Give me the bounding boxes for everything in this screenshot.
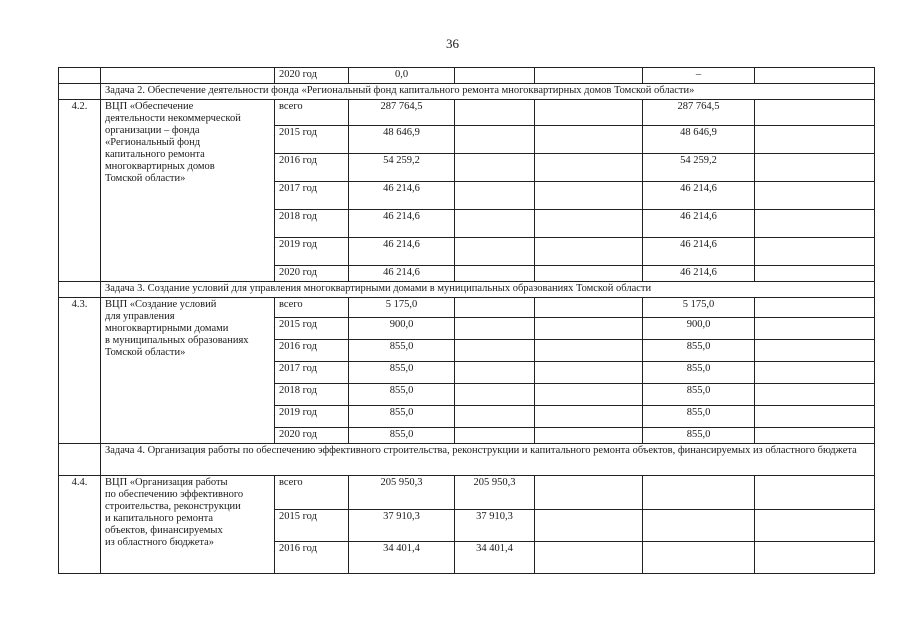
task3-title: Задача 3. Создание условий для управления многоквартирными домами в муниципальных образованиях Томской области [101, 282, 875, 298]
regional-cell: – [643, 68, 755, 84]
total-cell: 855,0 [349, 406, 455, 428]
total-cell: 0,0 [349, 68, 455, 84]
regional-cell: 48 646,9 [643, 126, 755, 154]
table-row [59, 100, 875, 126]
regional-cell: 855,0 [643, 362, 755, 384]
task4-title: Задача 4. Организация работы по обеспечению эффективного строительства, реконструкции и капитального ремонта объектов, финансируемых из областного бюджета [101, 444, 875, 476]
year-cell: всего [275, 476, 349, 510]
item-name: ВЦП «Обеспечение деятельности некоммерческой организации – фонда «Региональный фонд капитального ремонта многоквартирных домов Томской области» [105, 101, 241, 184]
task-row [59, 84, 875, 100]
item-name-cell [101, 476, 275, 574]
total-cell: 5 175,0 [349, 298, 455, 318]
item-index: 4.4. [59, 476, 101, 574]
regional-cell: 855,0 [643, 406, 755, 428]
item-name-cell [101, 100, 275, 282]
table-row [59, 476, 875, 510]
table-row [59, 68, 875, 84]
year-cell: 2020 год [275, 266, 349, 282]
year-cell: 2015 год [275, 126, 349, 154]
task2-title: Задача 2. Обеспечение деятельности фонда «Региональный фонд капитального ремонта многоквартирных домов Томской области» [101, 84, 875, 100]
item-index: 4.2. [59, 100, 101, 282]
year-cell: 2015 год [275, 510, 349, 542]
year-cell: 2017 год [275, 182, 349, 210]
total-cell: 46 214,6 [349, 210, 455, 238]
page-number: 36 [446, 36, 459, 51]
year-cell: 2018 год [275, 210, 349, 238]
regional-cell: 855,0 [643, 384, 755, 406]
year-cell: 2018 год [275, 384, 349, 406]
total-cell: 46 214,6 [349, 266, 455, 282]
task-row [59, 282, 875, 298]
year-cell: 2015 год [275, 318, 349, 340]
regional-cell: 46 214,6 [643, 266, 755, 282]
total-cell: 855,0 [349, 384, 455, 406]
regional-cell: 855,0 [643, 428, 755, 444]
total-cell: 287 764,5 [349, 100, 455, 126]
total-cell: 855,0 [349, 340, 455, 362]
year-cell: 2020 год [275, 68, 349, 84]
total-cell: 54 259,2 [349, 154, 455, 182]
total-cell: 205 950,3 [349, 476, 455, 510]
item-name: ВЦП «Создание условий для управления многоквартирными домами в муниципальных образованиях Томской области» [105, 299, 249, 358]
table-row [59, 298, 875, 318]
regional-cell: 900,0 [643, 318, 755, 340]
regional-cell: 287 764,5 [643, 100, 755, 126]
total-cell: 48 646,9 [349, 126, 455, 154]
total-cell: 855,0 [349, 428, 455, 444]
year-cell: 2019 год [275, 238, 349, 266]
total-cell: 900,0 [349, 318, 455, 340]
total-cell: 46 214,6 [349, 182, 455, 210]
regional-cell: 54 259,2 [643, 154, 755, 182]
year-cell: 2016 год [275, 340, 349, 362]
regional-cell: 46 214,6 [643, 182, 755, 210]
year-cell: 2016 год [275, 542, 349, 574]
item-name-cell [101, 298, 275, 444]
regional-cell: 46 214,6 [643, 210, 755, 238]
year-cell: 2016 год [275, 154, 349, 182]
year-cell: 2017 год [275, 362, 349, 384]
year-cell: 2020 год [275, 428, 349, 444]
total-cell: 46 214,6 [349, 238, 455, 266]
regional-cell: 5 175,0 [643, 298, 755, 318]
federal-cell: 205 950,3 [455, 476, 535, 510]
item-name: ВЦП «Организация работы по обеспечению эффективного строительства, реконструкции и капитального ремонта объектов, финансируемых из областного бюджета» [105, 477, 244, 548]
total-cell: 34 401,4 [349, 542, 455, 574]
total-cell: 855,0 [349, 362, 455, 384]
federal-cell: 37 910,3 [455, 510, 535, 542]
item-index: 4.3. [59, 298, 101, 444]
budget-table [58, 67, 875, 574]
task-row [59, 444, 875, 476]
total-cell: 37 910,3 [349, 510, 455, 542]
regional-cell: 46 214,6 [643, 238, 755, 266]
year-cell: всего [275, 100, 349, 126]
year-cell: всего [275, 298, 349, 318]
federal-cell: 34 401,4 [455, 542, 535, 574]
regional-cell: 855,0 [643, 340, 755, 362]
year-cell: 2019 год [275, 406, 349, 428]
